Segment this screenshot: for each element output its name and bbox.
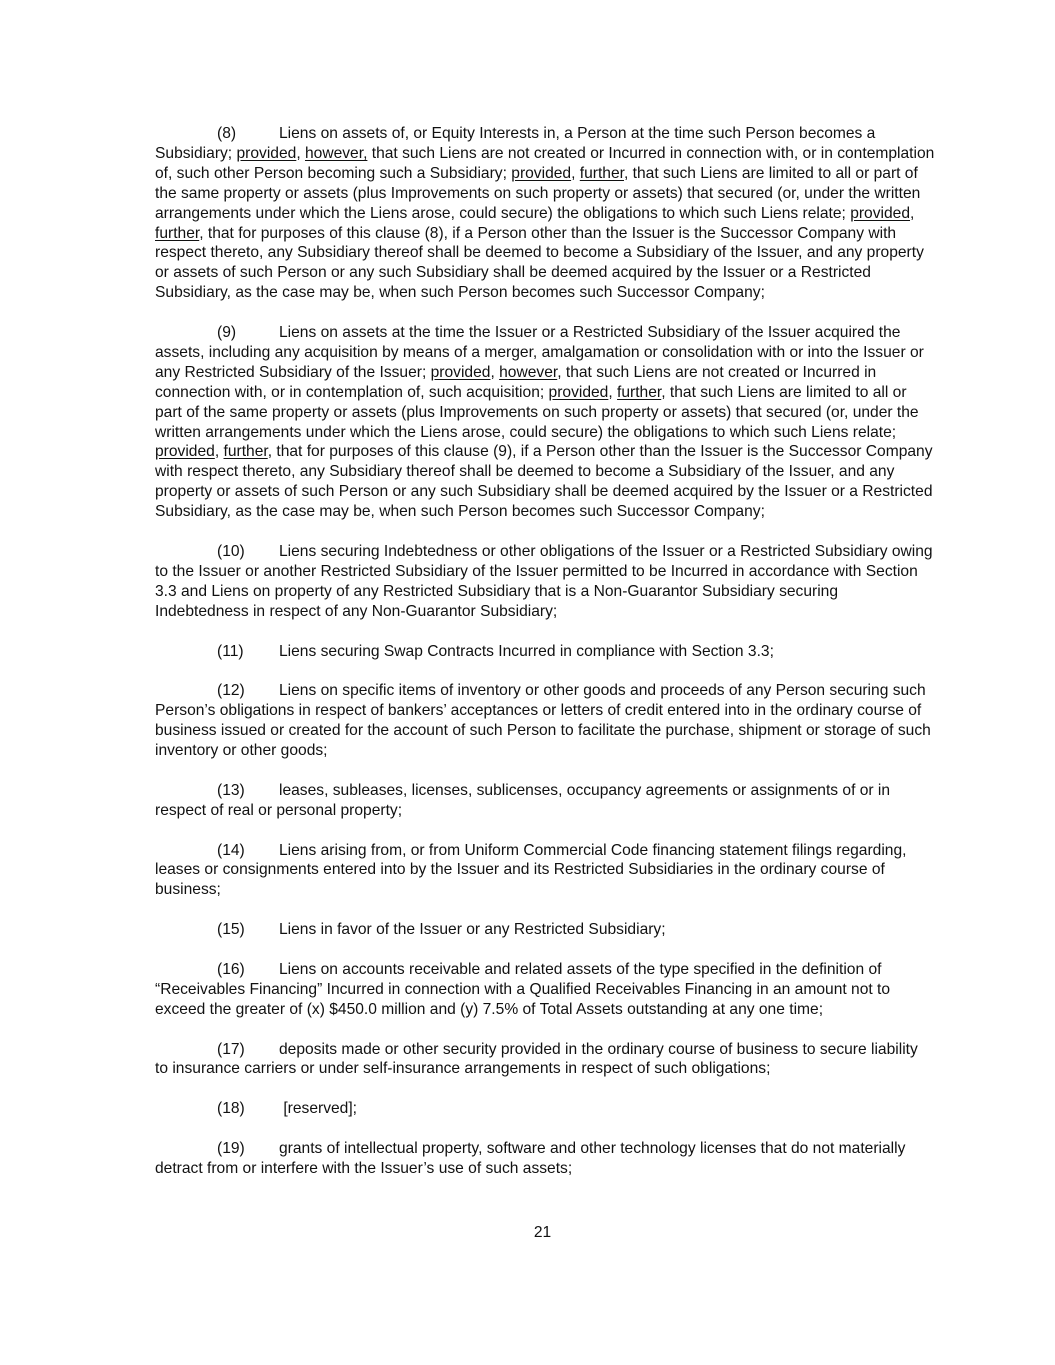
clause-text: , that such Liens are limited to all or part of the same property or assets (plus Improvements on such property or assets) that secured (or, under the written arrangements under which the Liens arose, could secure) the obligations to which such Liens relate;	[155, 383, 919, 441]
clause-number: (16)	[217, 960, 245, 978]
clause-text: Liens in favor of the Issuer or any Restricted Subsidiary;	[279, 921, 666, 939]
clause-text: Liens on specific items of inventory or other goods and proceeds of any Person securing such Person’s obligations in respect of bankers’ acceptances or letters of credit entered into in the ordinary course of business issued or created for the account of such Person to facilitate the purchase, shipment or storage of such inventory or other goods;	[155, 682, 931, 760]
underlined-term: further	[155, 224, 200, 242]
clause-number: (8)	[217, 125, 237, 142]
clause-paragraph	[155, 841, 935, 901]
clause-number: (11)	[217, 642, 244, 660]
clause-text: , that such Liens are not created or Incurred in connection with, or in contemplation of, such acquisition;	[155, 363, 877, 401]
underlined-term: provided	[155, 443, 215, 461]
clause-text: ,	[296, 144, 305, 162]
clause-paragraph	[155, 960, 935, 1020]
clause-number: (14)	[217, 841, 245, 859]
clause-text: that such Liens are not created or Incurred in connection with, or in contemplation of, such other Person becoming such a Subsidiary;	[155, 144, 935, 182]
clause-text: [reserved];	[279, 1100, 357, 1118]
underlined-term: provided	[548, 383, 609, 401]
underlined-term: further	[223, 443, 268, 461]
clause-text: ,	[490, 363, 500, 381]
underlined-term: provided	[511, 164, 572, 182]
clause-paragraph	[155, 542, 935, 622]
clause-text: Liens securing Swap Contracts Incurred in compliance with Section 3.3;	[279, 642, 774, 660]
clause-number: (17)	[217, 1040, 245, 1058]
clause-text: ,	[214, 443, 224, 461]
clause-text: Liens securing Indebtedness or other obligations of the Issuer or a Restricted Subsidiary owing to the Issuer or another Restricted Subsidiary of the Issuer permitted to be Incurred in accordance with Section 3.3 and Liens on property of any Restricted Subsidiary that is a Non-Guarantor Subsidiary securing Indebtedness in respect of any Non-Guarantor Subsidiary;	[155, 543, 933, 620]
clause-number: (19)	[217, 1140, 245, 1158]
clause-paragraph	[155, 124, 935, 303]
clause-paragraph	[155, 642, 935, 662]
clause-text: Liens on assets at the time the Issuer or a Restricted Subsidiary of the Issuer acquired the assets, including any acquisition by means of a merger, amalgamation or consolidation with or into the Issuer or any Restricted Subsidiary of the Issuer;	[155, 324, 924, 381]
clause-text: Liens on assets of, or Equity Interests in, a Person at the time such Person becomes a Subsidiary;	[155, 125, 876, 162]
clause-paragraph	[155, 1040, 935, 1080]
underlined-term: provided	[430, 363, 491, 381]
clause-text: , that for purposes of this clause (9), if a Person other than the Issuer is the Successor Company with respect thereto, any Subsidiary thereof shall be deemed to become a Subsidiary of the Issuer, and any property or assets of such Person or any such Subsidiary shall be deemed acquired by the Issuer or a Restricted Subsidiary, as the case may be, when such Person becomes such Successor Company;	[155, 443, 933, 521]
underlined-term: provided	[850, 204, 911, 222]
clause-number: (15)	[217, 921, 245, 939]
clause-paragraph	[155, 1099, 935, 1119]
clause-text: leases, subleases, licenses, sublicenses, occupancy agreements or assignments of or in respect of real or personal property;	[155, 781, 891, 819]
clause-text: ,	[910, 204, 915, 222]
clause-text: deposits made or other security provided in the ordinary course of business to secure liability to insurance carriers or under self-insurance arrangements in respect of such obligations;	[155, 1040, 918, 1078]
clause-paragraph	[155, 323, 935, 522]
underlined-term: however,	[304, 144, 368, 162]
clause-paragraph	[155, 781, 935, 821]
clause-text: ,	[571, 164, 580, 182]
clause-text: Liens arising from, or from Uniform Commercial Code financing statement filings regarding, leases or consignments entered into by the Issuer and its Restricted Subsidiaries in the ordinary course of business;	[155, 841, 907, 899]
clause-text: grants of intellectual property, software and other technology licenses that do not materially detract from or interfere with the Issuer’s use of such assets;	[155, 1140, 906, 1177]
underlined-term: further	[617, 383, 662, 401]
clause-number: (12)	[217, 682, 245, 700]
underlined-term: further	[579, 164, 624, 182]
clause-list	[155, 124, 935, 1179]
clause-text: Liens on accounts receivable and related assets of the type specified in the definition of “Receivables Financing” Incurred in connection with a Qualified Receivables Financing in an amount not to exceed the greater of (x) $450.0 million and (y) 7.5% of Total Assets outstanding at any one time;	[155, 960, 891, 1018]
clause-number: (18)	[217, 1100, 245, 1118]
clause-paragraph	[155, 1139, 935, 1179]
clause-number: (9)	[217, 324, 237, 342]
clause-text: ,	[608, 383, 618, 401]
document-page	[155, 124, 935, 1199]
clause-paragraph	[155, 920, 935, 940]
clause-number: (13)	[217, 781, 245, 799]
clause-text: , that such Liens are limited to all or part of the same property or assets (plus Improvements on such property or assets) that secured (or, under the written arrangements under which the Liens arose, could secure) the obligations to which such Liens relate;	[155, 164, 921, 222]
page-number: 21	[533, 1224, 552, 1241]
clause-text: , that for purposes of this clause (8), if a Person other than the Issuer is the Successor Company with respect thereto, any Subsidiary thereof shall be deemed to become a Subsidiary of the Issuer, and any property or assets of such Person or any such Subsidiary shall be deemed acquired by the Issuer or a Restricted Subsidiary, as the case may be, when such Person becomes such Successor Company;	[155, 224, 924, 302]
clause-number: (10)	[217, 543, 245, 560]
underlined-term: provided	[236, 144, 297, 162]
clause-paragraph	[155, 681, 935, 761]
underlined-term: however	[499, 363, 558, 381]
